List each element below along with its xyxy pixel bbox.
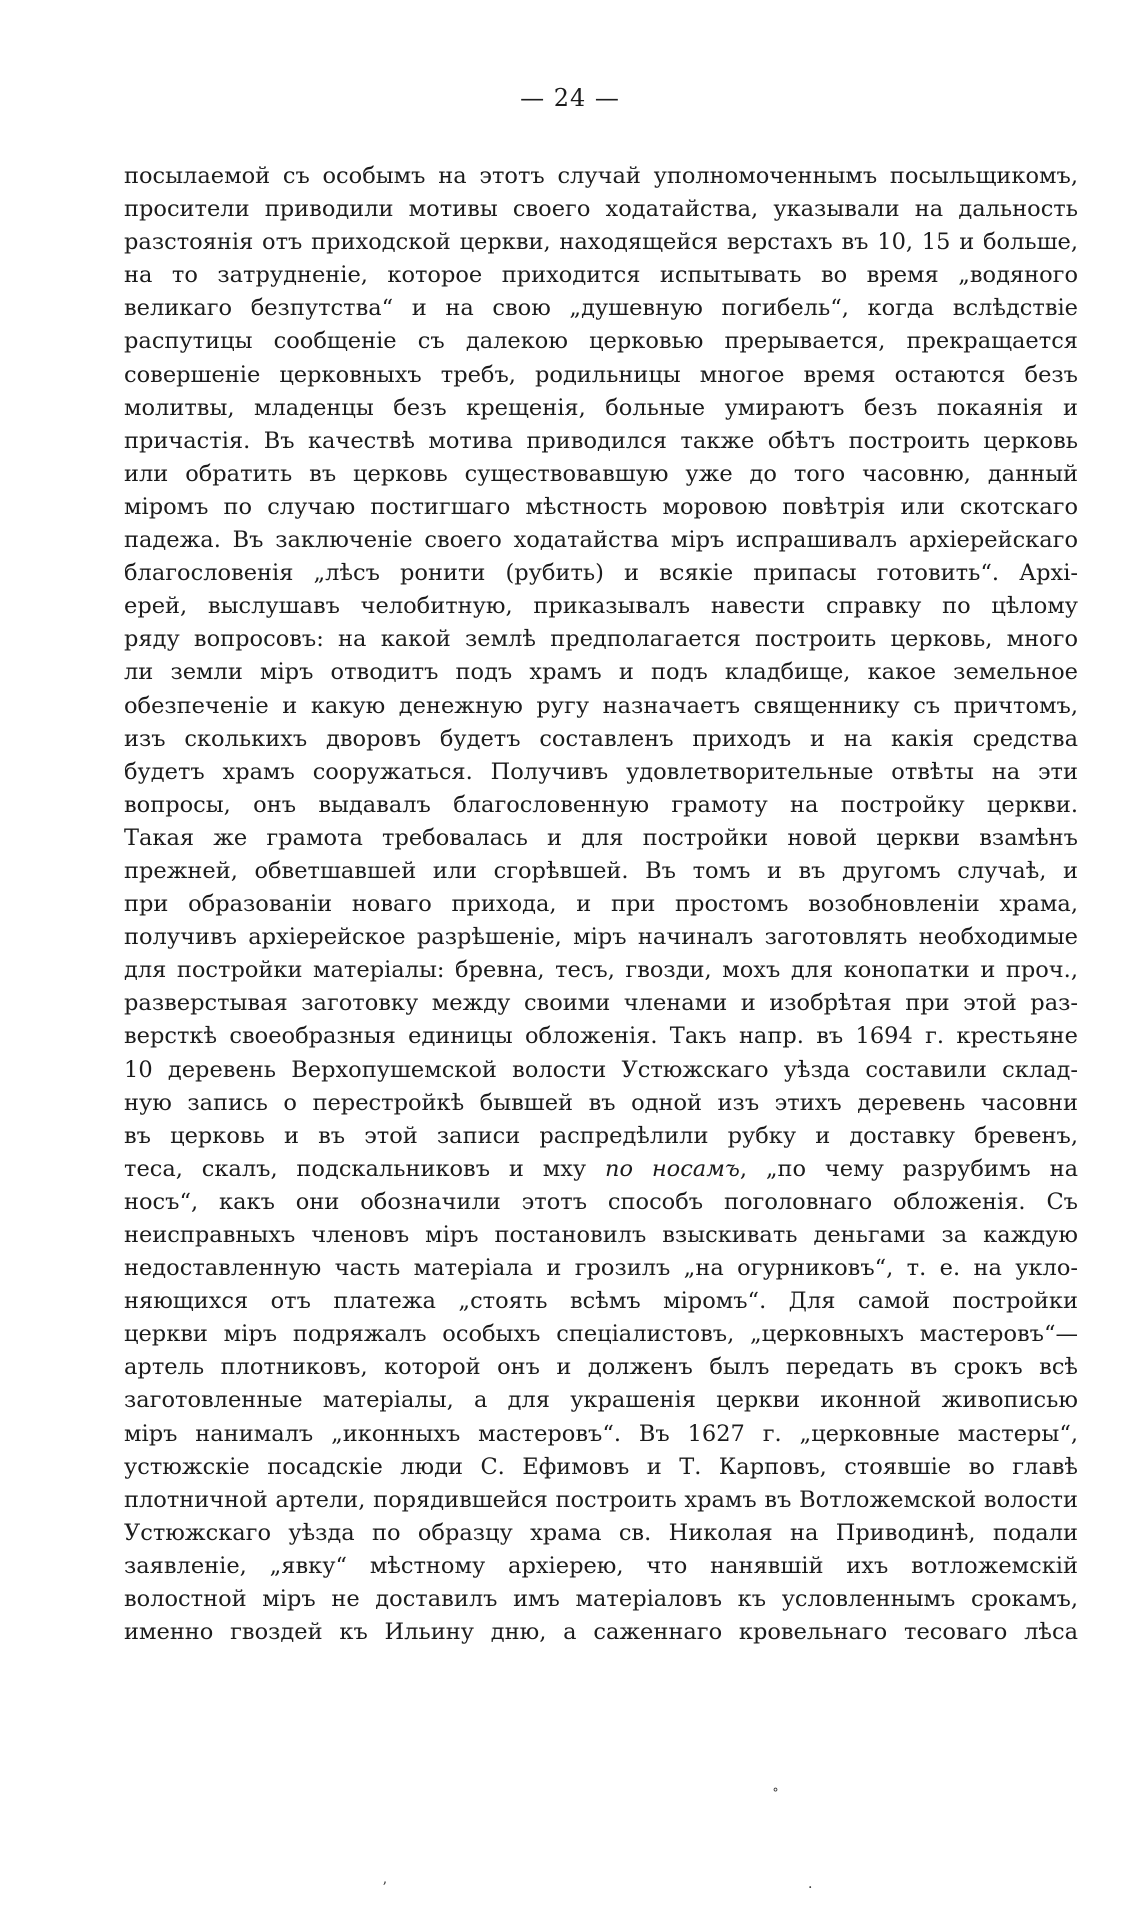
page-number: — 24 — [520, 84, 620, 112]
print-speck: ʼ [382, 1880, 387, 1896]
text-line: міръ нанималъ „иконныхъ мастеровъ“. Въ 1627 г. „церковные мастеры“, [124, 1420, 1078, 1447]
text-line: причастія. Въ качествѣ мотива приводился также обѣтъ построить церковь [124, 427, 1078, 454]
text-line: или обратить въ церковь существовавшую уже до того часовню, данный [124, 460, 1078, 487]
text-line: получивъ архіерейское разрѣшеніе, міръ начиналъ заготовлять необходимые [124, 924, 1078, 951]
text-line: разстоянія отъ приходской церкви, находящейся верстахъ въ 10, 15 и больше, [124, 229, 1078, 256]
text-line: для постройки матеріалы: бревна, тесъ, гвозди, мохъ для конопатки и проч., [124, 957, 1078, 984]
text-line-with-italic: теса, скалъ, подскальниковъ и мху по носамъ, „по чему разрубимъ на [124, 1155, 1078, 1182]
text-line: Устюжскаго уѣзда по образцу храма св. Николая на Приводинѣ, подали [124, 1519, 1078, 1546]
text-line: молитвы, младенцы безъ крещенія, больные умираютъ безъ покаянія и [124, 394, 1078, 421]
text-body [124, 160, 1078, 1649]
text-line: заявленіе, „явку“ мѣстному архіерею, что нанявшій ихъ вотложемскій [124, 1552, 1078, 1579]
text-line: въ церковь и въ этой записи распредѣлили рубку и доставку бревенъ, [124, 1122, 1078, 1149]
text-line: обезпеченіе и какую денежную ругу назначаетъ священнику съ причтомъ, [124, 692, 1078, 719]
text-line: 10 деревень Верхопушемской волости Устюжскаго уѣзда составили склад- [124, 1056, 1078, 1083]
text-line: будетъ храмъ сооружаться. Получивъ удовлетворительные отвѣты на эти [124, 758, 1078, 785]
text-line: на то затрудненіе, которое приходится испытывать во время „водяного [124, 262, 1078, 289]
text-line: ряду вопросовъ: на какой землѣ предполагается построить церковь, много [124, 626, 1078, 653]
text-line: великаго безпутства“ и на свою „душевную погибель“, когда вслѣдствіе [124, 295, 1078, 322]
text-line: заготовленные матеріалы, а для украшенія церкви иконной живописью [124, 1387, 1078, 1414]
text-line: устюжскіе посадскіе люди С. Ефимовъ и Т. Карповъ, стоявшіе во главѣ [124, 1453, 1078, 1480]
text-line: вопросы, онъ выдавалъ благословенную грамоту на постройку церкви. [124, 791, 1078, 818]
text-line: изъ сколькихъ дворовъ будетъ составленъ приходъ и на какія средства [124, 725, 1078, 752]
text-line: недоставленную часть матеріала и грозилъ „на огурниковъ“, т. е. на укло- [124, 1255, 1078, 1282]
text-line: разверстывая заготовку между своими членами и изобрѣтая при этой раз- [124, 990, 1078, 1017]
text-line: артель плотниковъ, которой онъ и долженъ былъ передать въ срокъ всѣ [124, 1354, 1078, 1381]
text-line: прежней, обветшавшей или сгорѣвшей. Въ томъ и въ другомъ случаѣ, и [124, 857, 1078, 884]
text-line: ерей, выслушавъ челобитную, приказывалъ навести справку по цѣлому [124, 593, 1078, 620]
text-line: совершеніе церковныхъ требъ, родильницы многое время остаются безъ [124, 361, 1078, 388]
print-speck: ˚ [772, 1788, 779, 1804]
text-line: просители приводили мотивы своего ходатайства, указывали на дальность [124, 196, 1078, 223]
text-line: посылаемой съ особымъ на этотъ случай уполномоченнымъ посыльщикомъ, [124, 163, 1078, 189]
text-line: ли земли міръ отводитъ подъ храмъ и подъ кладбище, какое земельное [124, 659, 1078, 686]
italic-phrase: по носамъ [604, 1155, 740, 1182]
text-line: версткѣ своеобразныя единицы обложенія. Такъ напр. въ 1694 г. крестьяне [124, 1023, 1078, 1050]
text-line: при образованіи новаго прихода, и при простомъ возобновленіи храма, [124, 891, 1078, 918]
text-line: падежа. Въ заключеніе своего ходатайства міръ испрашивалъ архіерейскаго [124, 527, 1078, 554]
text-line: церкви міръ подряжалъ особыхъ спеціалистовъ, „церковныхъ мастеровъ“— [124, 1321, 1078, 1348]
text-line: няющихся отъ платежа „стоять всѣмъ міромъ“. Для самой постройки [124, 1288, 1078, 1315]
text-line: носъ“, какъ они обозначили этотъ способъ поголовнаго обложенія. Съ [124, 1188, 1078, 1215]
text-line: плотничной артели, порядившейся построить храмъ въ Вотложемской волости [124, 1486, 1078, 1513]
text-line: волостной міръ не доставилъ имъ матеріаловъ къ условленнымъ срокамъ, [124, 1586, 1078, 1613]
print-speck: · [808, 1880, 813, 1896]
text-line: неисправныхъ членовъ міръ постановилъ взыскивать деньгами за каждую [124, 1222, 1078, 1248]
text-line: міромъ по случаю постигшаго мѣстность моровою повѣтрія или скотскаго [124, 493, 1078, 520]
text-line: именно гвоздей къ Ильину дню, а саженнаго кровельнаго тесоваго лѣса [124, 1619, 1078, 1646]
text-line: Такая же грамота требовалась и для постройки новой церкви взамѣнъ [124, 824, 1078, 851]
text-line: ную запись о перестройкѣ бывшей въ одной изъ этихъ деревень часовни [124, 1089, 1078, 1116]
text-line: распутицы сообщеніе съ далекою церковью прерывается, прекращается [124, 328, 1078, 355]
text-line: благословенія „лѣсъ ронити (рубить) и всякіе припасы готовить“. Архі- [124, 560, 1078, 587]
